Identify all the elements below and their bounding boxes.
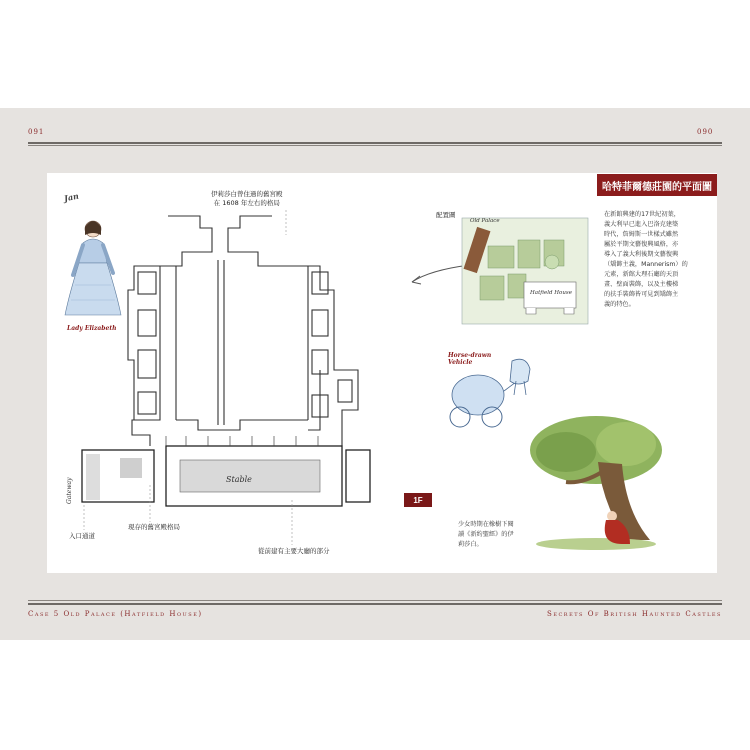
bottom-rule bbox=[28, 603, 722, 605]
title-badge: 哈特菲爾德莊園的平面圖 bbox=[597, 174, 717, 196]
signature: Jan bbox=[63, 190, 80, 204]
young-lady-line: 少女時期在橡樹下閱 bbox=[458, 521, 514, 528]
floor-label: 1F bbox=[404, 493, 432, 507]
young-lady-line: 莉莎白。 bbox=[458, 541, 483, 548]
entrance-caption: 入口通道 bbox=[69, 532, 95, 540]
description-line: 屬於平期文藝復興風格，亦 bbox=[604, 241, 679, 248]
lady-elizabeth-caption: Lady Elizabeth bbox=[67, 325, 117, 332]
stable-label: Stable bbox=[226, 475, 252, 484]
footer-left: Case 5 Old Palace (Hatfield House) bbox=[28, 610, 203, 618]
map-hatfield-label: Hatfield House bbox=[530, 290, 572, 296]
floor-plan-drawing bbox=[90, 210, 350, 540]
top-rule bbox=[28, 142, 722, 144]
top-rule-thin bbox=[28, 145, 722, 146]
left-page-number: 091 bbox=[28, 128, 45, 136]
old-palace-note bbox=[211, 190, 283, 208]
main-hall-caption: 從前建有主要大廳的部分 bbox=[258, 547, 330, 555]
description-line: 畫、壁面裝飾，以及主樓梯 bbox=[604, 281, 679, 288]
description-line: 在新館興建的17世紀初葉， bbox=[604, 211, 680, 218]
existing-hall-caption: 現存的舊宮殿格局 bbox=[128, 523, 180, 531]
description-line: （矯飾主義，Mannerism）的 bbox=[604, 261, 688, 268]
site-layout-map bbox=[460, 212, 590, 327]
bottom-rule-thin bbox=[28, 600, 722, 601]
map-old-palace-label: Old Palace bbox=[470, 218, 500, 224]
description-line: 時代，詹姆斯一世樣式雖然 bbox=[604, 231, 679, 238]
description-text bbox=[604, 210, 716, 310]
description-line: 元素，新館大理石廳的天頂 bbox=[604, 271, 679, 278]
horse-drawn-line2: Vehicle bbox=[448, 359, 473, 366]
oak-tree-illustration bbox=[526, 412, 666, 552]
young-lady-caption bbox=[458, 520, 538, 550]
description-line: 義的特色。 bbox=[604, 301, 635, 308]
description-line: 義大利早已進入巴洛克建築 bbox=[604, 221, 679, 228]
description-line: 導入了義大利後期文藝復興 bbox=[604, 251, 679, 258]
old-palace-note-line2: 在 1608 年左右的格局 bbox=[213, 199, 280, 207]
old-palace-note-line1: 伊莉莎白曾住過的舊宮殿 bbox=[211, 190, 283, 198]
horse-drawn-line1: Horse-drawn bbox=[448, 352, 492, 359]
right-page-number: 090 bbox=[697, 128, 714, 136]
layout-map-label: 配置圖 bbox=[436, 211, 456, 219]
carriage-illustration bbox=[440, 355, 540, 435]
young-lady-line: 讀《新約聖經》的伊 bbox=[458, 531, 514, 538]
description-line: 的扶手裝飾皆可見到矯飾主 bbox=[604, 291, 679, 298]
footer-right: Secrets Of British Haunted Castles bbox=[547, 610, 722, 618]
gateway-label: Gateway bbox=[66, 477, 73, 504]
